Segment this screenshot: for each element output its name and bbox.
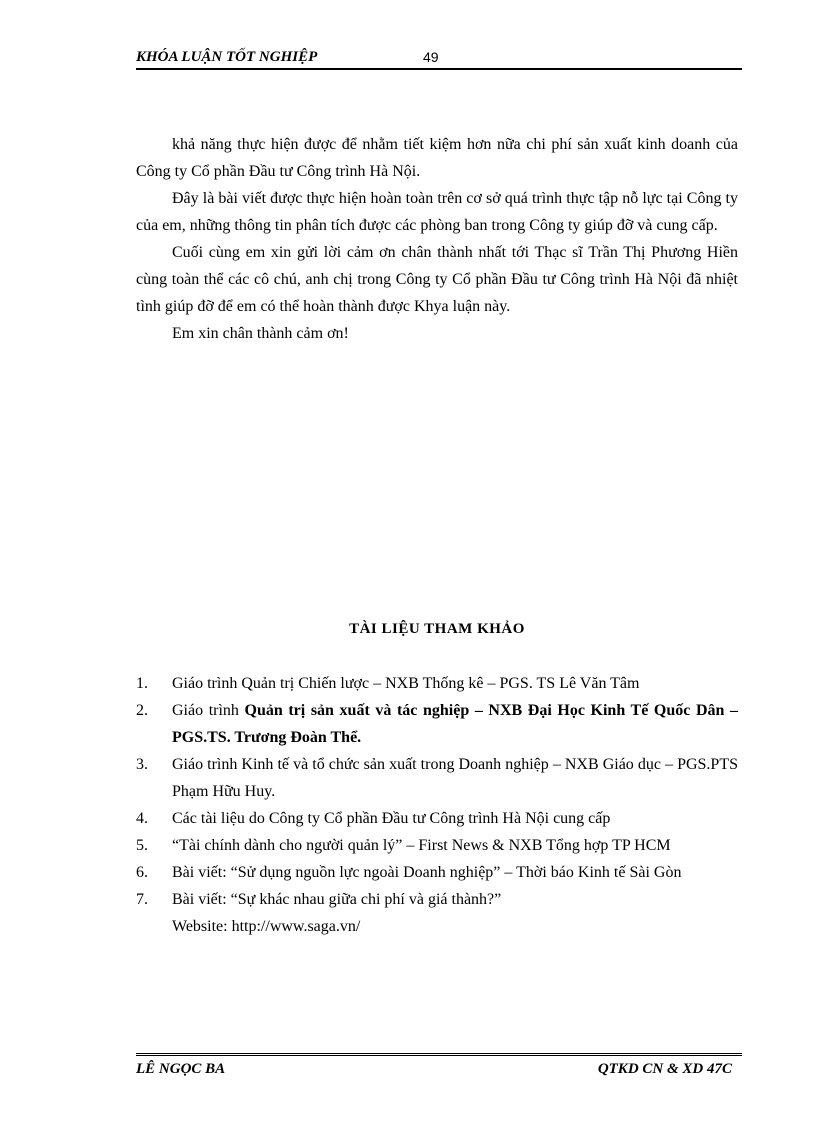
reference-number: 7. bbox=[136, 891, 148, 908]
page-footer bbox=[136, 1053, 742, 1077]
reference-number: 2. bbox=[136, 702, 148, 719]
reference-text: Giáo trình Quản trị Chiến lược – NXB Thống kê – PGS. TS Lê Văn Tâm bbox=[172, 675, 640, 692]
paragraph: Cuối cùng em xin gửi lời cảm ơn chân thành nhất tới Thạc sĩ Trần Thị Phương Hiền cùng toàn thể các cô chú, anh chị trong Công ty Cổ phần Đầu tư Công trình Hà Nội đã nhiệt tình giúp đỡ để em có thể hoàn thành được Khya luận này. bbox=[136, 244, 738, 315]
reference-number: 4. bbox=[136, 810, 148, 827]
reference-item bbox=[136, 886, 738, 940]
paragraph: khả năng thực hiện được để nhằm tiết kiệm hơn nữa chi phí sản xuất kinh doanh của Công ty Cổ phần Đầu tư Công trình Hà Nội. bbox=[136, 136, 738, 180]
reference-text-bold: Quản trị sản xuất và tác nghiệp – NXB Đại Học Kinh Tế Quốc Dân – PGS.TS. Trương Đoàn Thể. bbox=[172, 702, 738, 746]
references-list bbox=[136, 670, 738, 940]
reference-item bbox=[136, 859, 738, 886]
header-title: KHÓA LUẬN TỐT NGHIỆP bbox=[136, 49, 318, 65]
page-number: 49 bbox=[423, 49, 439, 65]
reference-website[interactable]: Website: http://www.saga.vn/ bbox=[172, 918, 361, 935]
reference-item bbox=[136, 751, 738, 805]
references-title: TÀI LIỆU THAM KHẢO bbox=[349, 621, 525, 637]
reference-text-lead: Giáo trình bbox=[172, 702, 245, 719]
reference-number: 6. bbox=[136, 864, 148, 881]
reference-number: 5. bbox=[136, 837, 148, 854]
footer-author: LÊ NGỌC BA bbox=[136, 1061, 226, 1077]
paragraph: Em xin chân thành cảm ơn! bbox=[172, 325, 349, 342]
reference-text: Các tài liệu do Công ty Cổ phần Đầu tư Công trình Hà Nội cung cấp bbox=[172, 810, 611, 827]
reference-text: Bài viết: “Sự khác nhau giữa chi phí và giá thành?” bbox=[172, 891, 502, 908]
reference-item bbox=[136, 697, 738, 751]
paragraph: Đây là bài viết được thực hiện hoàn toàn trên cơ sở quá trình thực tập nỗ lực tại Công ty của em, những thông tin phân tích được các phòng ban trong Công ty giúp đỡ và cung cấp. bbox=[136, 190, 738, 234]
footer-class-code: QTKD CN & XD 47C bbox=[597, 1061, 732, 1077]
page-header bbox=[136, 48, 742, 70]
reference-number: 1. bbox=[136, 675, 148, 692]
reference-item bbox=[136, 832, 738, 859]
reference-number: 3. bbox=[136, 756, 148, 773]
reference-text: Bài viết: “Sử dụng nguồn lực ngoài Doanh nghiệp” – Thời báo Kinh tế Sài Gòn bbox=[172, 864, 682, 881]
body-text bbox=[136, 131, 738, 347]
reference-text: Giáo trình Kinh tế và tổ chức sản xuất trong Doanh nghiệp – NXB Giáo dục – PGS.PTS Phạm Hữu Huy. bbox=[172, 756, 738, 800]
reference-item bbox=[136, 670, 738, 697]
reference-item bbox=[136, 805, 738, 832]
reference-text: “Tài chính dành cho người quản lý” – First News & NXB Tổng hợp TP HCM bbox=[172, 837, 671, 854]
